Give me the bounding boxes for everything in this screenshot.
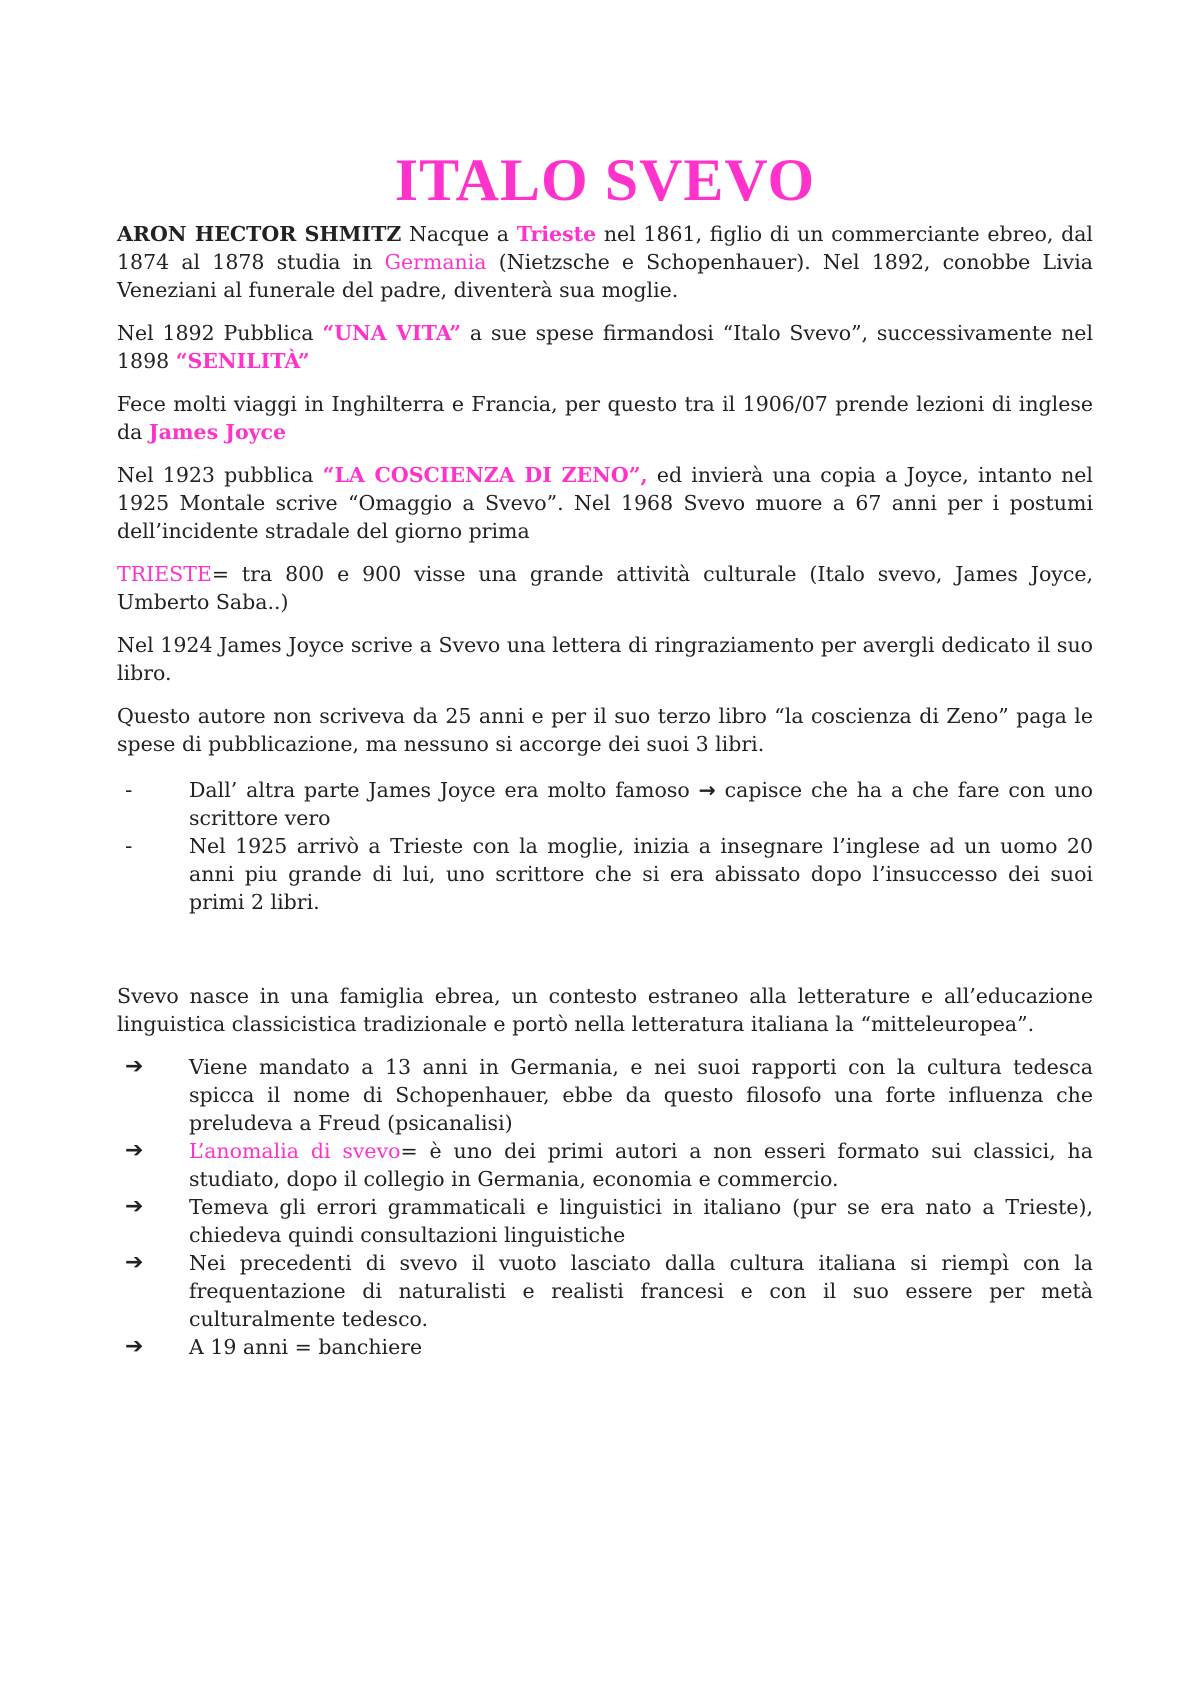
dash-list	[117, 776, 1093, 916]
paragraph-joyce-letter: Nel 1924 James Joyce scrive a Svevo una lettera di ringraziamento per avergli dedicato il suo libro.	[117, 633, 1093, 685]
list-item: ➔ Viene mandato a 13 anni in Germania, e nei suoi rapporti con la cultura tedesca spicca il nome di Schopenhauer, ebbe da questo filosofo una forte influenza che preludeva a Freud (psicanalisi)	[125, 1054, 1093, 1135]
list-item: ➔ Temeva gli errori grammaticali e linguistici in italiano (pur se era nato a Trieste), chiedeva quindi consultazioni linguistiche	[125, 1194, 1093, 1247]
highlight-una-vita: “UNA VITA”	[322, 321, 462, 345]
highlight-trieste: Trieste	[516, 222, 597, 246]
paragraph-una-vita: Nel 1892 Pubblica “UNA VITA” a sue spese firmandosi “Italo Svevo”, successivamente nel 1898 “SENILITÀ”	[117, 321, 1093, 373]
highlight-james-joyce: James Joyce	[148, 420, 287, 444]
arrow-right-icon: ➔	[125, 1250, 144, 1275]
paragraph-biography: ARON HECTOR SHMITZ Nacque a Trieste nel 1861, figlio di un commerciante ebreo, dal 1874 al 1878 studia in Germania (Nietzsche e Schopenhauer). Nel 1892, conobbe Livia Veneziani al funerale del padre, diventerà sua moglie.	[117, 222, 1094, 302]
paragraph-svevo-background: Svevo nasce in una famiglia ebrea, un contesto estraneo alla letterature e all’educazione linguistica classicistica tradizionale e portò nella letteratura italiana la “mitteleuropea”.	[117, 984, 1093, 1036]
arrow-right-icon: ➔	[125, 1334, 144, 1359]
dash-marker: -	[125, 834, 133, 858]
dash-marker: -	[125, 778, 133, 802]
highlight-germania: Germania	[384, 250, 487, 274]
highlight-coscienza-di-zeno: “LA COSCIENZA DI ZENO”,	[322, 463, 648, 487]
list-item: ➔ A 19 anni = banchiere	[125, 1334, 423, 1359]
paragraph-trieste: TRIESTE= tra 800 e 900 visse una grande attività culturale (Italo svevo, James Joyce, Umberto Saba..)	[117, 562, 1093, 614]
arrow-right-icon: ➔	[125, 1054, 144, 1079]
list-item: ➔ L’anomalia di svevo= è uno dei primi autori a non esseri formato sui classici, ha studiato, dopo il collegio in Germania, economia e commercio.	[125, 1138, 1093, 1191]
document-page	[117, 0, 1093, 1361]
list-item: ➔ Nei precedenti di svevo il vuoto lasciato dalla cultura italiana si riempì con la frequentazione di naturalisti e realisti francesi e con il suo essere per metà culturalmente tedesco.	[125, 1250, 1093, 1331]
arrow-list	[117, 1053, 1093, 1361]
paragraph-travels: Fece molti viaggi in Inghilterra e Francia, per questo tra il 1906/07 prende lezioni di inglese da James Joyce	[117, 392, 1093, 444]
paragraph-third-book: Questo autore non scriveva da 25 anni e per il suo terzo libro “la coscienza di Zeno” paga le spese di pubblicazione, ma nessuno si accorge dei suoi 3 libri.	[117, 704, 1093, 756]
page-title: ITALO SVEVO	[394, 147, 816, 213]
list-item: - Nel 1925 arrivò a Trieste con la moglie, inizia a insegnare l’inglese ad un uomo 20 anni piu grande di lui, uno scrittore che si era abissato dopo l’insuccesso dei suoi primi 2 libri.	[125, 834, 1093, 914]
highlight-anomalia: L’anomalia di svevo	[189, 1139, 401, 1163]
spacer	[117, 916, 1093, 982]
arrow-right-icon: ➔	[125, 1194, 144, 1219]
highlight-senilita: “SENILITÀ”	[175, 349, 310, 373]
arrow-right-icon: ➔	[125, 1138, 144, 1163]
list-item: - Dall’ altra parte James Joyce era molto famoso → capisce che ha a che fare con uno scrittore vero	[125, 778, 1093, 830]
paragraph-zeno: Nel 1923 pubblica “LA COSCIENZA DI ZENO”, ed invierà una copia a Joyce, intanto nel 1925 Montale scrive “Omaggio a Svevo”. Nel 1968 Svevo muore a 67 anni per i postumi dell’incidente stradale del giorno prima	[117, 463, 1093, 543]
birth-name: ARON HECTOR SHMITZ	[117, 222, 402, 246]
highlight-trieste-caps: TRIESTE	[117, 562, 212, 586]
arrow-right-icon: →	[698, 778, 716, 802]
